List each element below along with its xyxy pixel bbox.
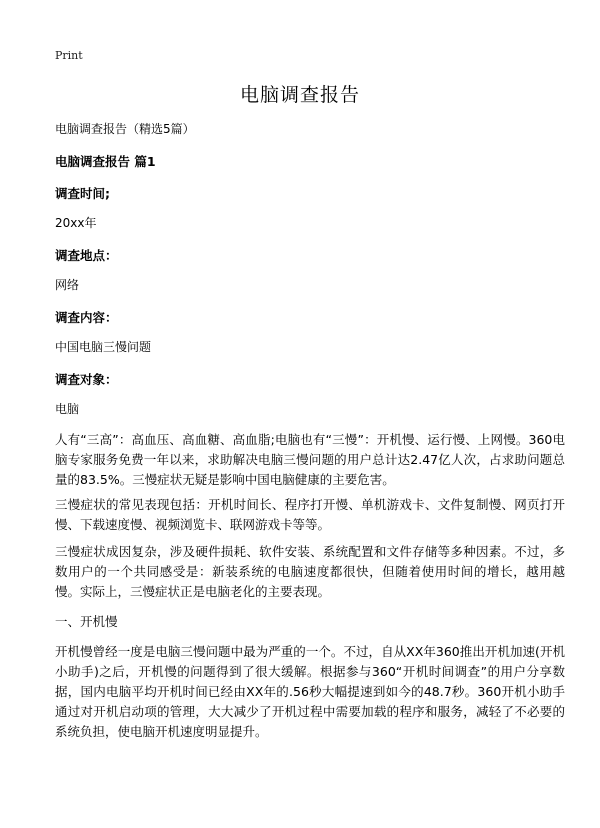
document-title: 电脑调查报告 bbox=[239, 84, 360, 106]
section-heading: 一、开机慢 bbox=[55, 614, 118, 629]
field-value-location: 网络 bbox=[55, 278, 80, 292]
document-subtitle: 电脑调查报告（精选5篇） bbox=[55, 122, 195, 136]
field-label-location: 调查地点： bbox=[55, 248, 118, 263]
field-value-time: 20xx年 bbox=[55, 216, 97, 230]
article-heading: 电脑调查报告 篇1 bbox=[55, 154, 156, 169]
field-value-content: 中国电脑三慢问题 bbox=[55, 340, 152, 354]
body-paragraph: 人有“三高”：高血压、高血糖、高血脂;电脑也有“三慢”：开机慢、运行慢、上网慢。360电脑专家服务免费一年以来，求助解决电脑三慢问题的用户总计达2.47亿人次，占求助问题总量的83.5%。三慢症状无疑是影响中国电脑健康的主要危害。 bbox=[55, 432, 565, 487]
field-label-subject: 调查对象： bbox=[55, 372, 118, 387]
field-value-subject: 电脑 bbox=[55, 402, 80, 416]
field-label-time: 调查时间; bbox=[55, 186, 110, 201]
print-label[interactable]: Print bbox=[55, 49, 83, 62]
field-label-content: 调查内容： bbox=[55, 310, 118, 325]
section-paragraph: 开机慢曾经一度是电脑三慢问题中最为严重的一个。不过，自从XX年360推出开机加速(开机小助手)之后，开机慢的问题得到了很大缓解。根据参与360“开机时间调查”的用户分享数据，国内电脑平均开机时间已经由XX年的.56秒大幅提速到如今的48.7秒。360开机小助手通过对开机启动项的管理，大大减少了开机过程中需要加载的程序和服务，减轻了不必要的系统负担，使电脑开机速度明显提升。 bbox=[55, 644, 565, 739]
body-paragraph: 三慢症状成因复杂，涉及硬件损耗、软件安装、系统配置和文件存储等多种因素。不过，多数用户的一个共同感受是：新装系统的电脑速度都很快，但随着使用时间的增长，越用越慢。实际上，三慢症状正是电脑老化的主要表现。 bbox=[55, 544, 565, 599]
body-paragraph: 三慢症状的常见表现包括：开机时间长、程序打开慢、单机游戏卡、文件复制慢、网页打开慢、下载速度慢、视频浏览卡、联网游戏卡等等。 bbox=[55, 497, 565, 532]
